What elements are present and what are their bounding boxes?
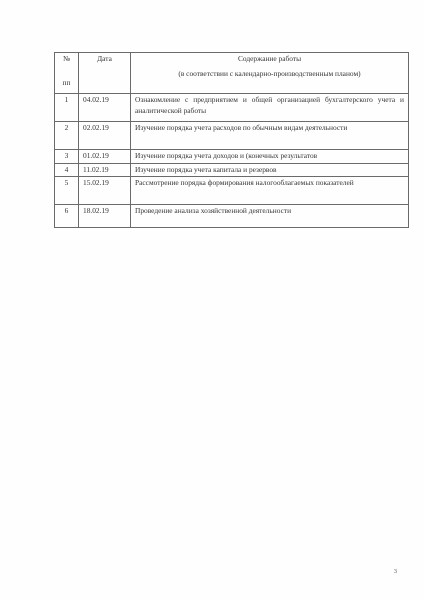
header-number-line2: пп xyxy=(62,77,71,87)
row-work: Рассмотрение порядка формирования налогооблагаемых показателей xyxy=(131,177,409,205)
row-work: Проведение анализа хозяйственной деятельности xyxy=(131,205,409,228)
row-date: 15.02.19 xyxy=(79,177,131,205)
table-row xyxy=(55,163,409,177)
work-schedule-table xyxy=(54,52,409,228)
row-number: 3 xyxy=(55,150,79,164)
header-number-line1: № xyxy=(62,54,71,63)
row-date: 18.02.19 xyxy=(79,205,131,228)
row-number: 5 xyxy=(55,177,79,205)
table-row xyxy=(55,177,409,205)
header-number xyxy=(55,53,79,94)
row-date: 11.02.19 xyxy=(79,163,131,177)
page-number: 3 xyxy=(393,568,397,575)
table-row xyxy=(55,122,409,150)
row-number: 2 xyxy=(55,122,79,150)
row-work: Изучение порядка учета расходов по обычным видам деятельности xyxy=(131,122,409,150)
row-date: 01.02.19 xyxy=(79,150,131,164)
row-number: 1 xyxy=(55,94,79,122)
header-work-content xyxy=(131,53,409,94)
header-date: Дата xyxy=(79,53,131,94)
row-date: 02.02.19 xyxy=(79,122,131,150)
row-work: Ознакомление с предприятием и общей организацией бухгалтерского учета и аналитической работы xyxy=(131,94,409,122)
table-row xyxy=(55,94,409,122)
row-number: 4 xyxy=(55,163,79,177)
row-number: 6 xyxy=(55,205,79,228)
table-header-row xyxy=(55,53,409,94)
row-work: Изучение порядка учета капитала и резервов xyxy=(131,163,409,177)
row-work: Изучение порядка учета доходов и (конечных результатов xyxy=(131,150,409,164)
row-date: 04.02.19 xyxy=(79,94,131,122)
header-work-subtitle: (в соответствии с календарно-производственным планом) xyxy=(178,68,361,78)
header-work-title: Содержание работы xyxy=(237,54,302,63)
table-row xyxy=(55,150,409,164)
table-row xyxy=(55,205,409,228)
